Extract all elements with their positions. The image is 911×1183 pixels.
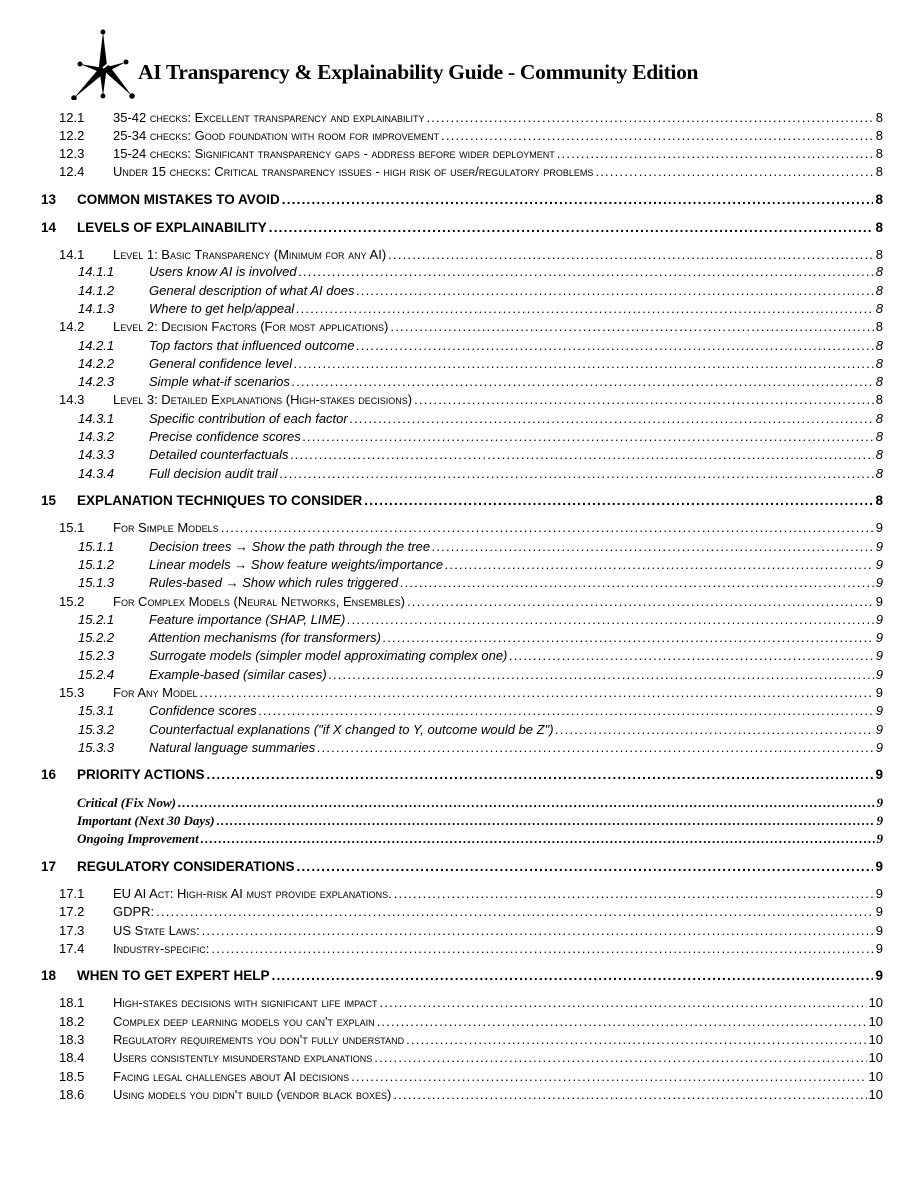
dot-leader (441, 128, 874, 144)
toc-entry-number: 15.2.3 (78, 648, 115, 663)
dot-leader (427, 110, 874, 126)
toc-entry-number: 17 (41, 859, 57, 874)
toc-entry-page[interactable]: 9 (875, 520, 883, 535)
document-title: AI Transparency & Explainability Guide - Community Edition (138, 60, 699, 84)
dot-leader (329, 667, 874, 683)
toc-entry-number: 14.3.1 (78, 411, 115, 426)
toc-entry[interactable] (0, 164, 883, 180)
toc-entry[interactable] (0, 941, 883, 957)
toc-entry-title[interactable]: Regulatory requirements you don't fully understand (113, 1032, 405, 1047)
dot-leader (557, 146, 874, 162)
toc-entry-page[interactable]: 9 (875, 941, 883, 956)
toc-entry[interactable] (0, 247, 883, 263)
document-header (68, 28, 868, 100)
toc-entry-page[interactable]: 9 (875, 703, 883, 718)
toc-entry[interactable] (0, 466, 883, 482)
dot-leader (207, 767, 874, 783)
toc-entry[interactable] (0, 1014, 883, 1030)
toc-entry-page[interactable]: 9 (875, 685, 883, 700)
toc-entry-page[interactable]: 9 (875, 594, 883, 609)
dot-leader (317, 740, 874, 756)
dot-leader (356, 283, 873, 299)
dot-leader (280, 466, 874, 482)
toc-entry-page[interactable]: 8 (875, 356, 883, 371)
dot-leader (297, 859, 874, 875)
toc-entry-number: 18.2 (59, 1014, 85, 1029)
toc-entry-title[interactable]: Users consistently misunderstand explanations (113, 1050, 373, 1065)
toc-entry-number: 18.4 (59, 1050, 85, 1065)
toc-entry-page[interactable]: 9 (875, 740, 883, 755)
toc-entry[interactable] (0, 767, 883, 783)
dot-leader (178, 795, 875, 811)
dot-leader (364, 493, 873, 509)
toc-entry-title[interactable]: Attention mechanisms (for transformers) (149, 630, 381, 645)
toc-entry-page[interactable]: 8 (875, 493, 883, 508)
toc-entry-number: 13 (41, 192, 57, 207)
toc-entry[interactable] (0, 886, 883, 902)
toc-entry-page[interactable]: 9 (875, 767, 883, 782)
toc-entry-number: 14.3.2 (78, 429, 115, 444)
dot-leader (595, 164, 873, 180)
toc-entry[interactable] (0, 1087, 883, 1103)
toc-entry[interactable] (0, 575, 883, 591)
toc-entry-number: 18.1 (59, 995, 85, 1010)
toc-entry-number: 12.3 (59, 146, 85, 161)
toc-entry-number: 15.1.1 (78, 539, 115, 554)
dot-leader (156, 904, 874, 920)
dot-leader (217, 813, 875, 829)
toc-entry-title[interactable]: Example-based (similar cases) (149, 667, 327, 682)
toc-entry[interactable] (0, 146, 883, 162)
toc-entry-title[interactable]: 35-42 checks: Excellent transparency and explainability (113, 110, 425, 125)
toc-entry-number: 14.3.3 (78, 447, 115, 462)
toc-entry-page[interactable]: 8 (875, 374, 883, 389)
toc-entry-page[interactable]: 8 (875, 164, 883, 179)
dot-leader (432, 539, 874, 555)
toc-entry-number: 17.2 (59, 904, 85, 919)
toc-entry[interactable] (0, 220, 883, 236)
toc-entry[interactable] (0, 374, 883, 390)
toc-entry-page[interactable]: 9 (875, 923, 883, 938)
toc-entry[interactable] (0, 301, 883, 317)
dot-leader (350, 411, 874, 427)
toc-entry-number: 14.1.3 (78, 301, 115, 316)
toc-entry-title[interactable]: EU AI Act: High-risk AI must provide explanations. (113, 886, 392, 901)
toc-entry-title[interactable]: Feature importance (SHAP, LIME) (149, 612, 346, 627)
toc-entry-number: 16 (41, 767, 57, 782)
toc-entry[interactable] (0, 904, 883, 920)
toc-entry-page[interactable]: 9 (875, 968, 883, 983)
toc-entry-page[interactable]: 10 (868, 995, 883, 1010)
toc-entry[interactable] (0, 557, 883, 573)
toc-entry-number: 15.3.1 (78, 703, 115, 718)
toc-entry-title[interactable]: 15-24 checks: Significant transparency gaps - address before wider deployment (113, 146, 555, 161)
toc-entry-page[interactable]: 8 (875, 146, 883, 161)
toc-entry-number: 15.1.2 (78, 557, 115, 572)
toc-entry-title[interactable]: Under 15 checks: Critical transparency issues - high risk of user/regulatory problems (113, 164, 594, 179)
toc-entry-page[interactable]: 8 (875, 301, 883, 316)
toc-entry[interactable] (0, 411, 883, 427)
dot-leader (509, 648, 873, 664)
toc-entry-title[interactable]: For Complex Models (Neural Networks, Ensembles) (113, 594, 405, 609)
toc-entry[interactable] (0, 648, 883, 664)
dot-leader (299, 264, 874, 280)
toc-entry-title[interactable]: Surrogate models (simpler model approximating complex one) (149, 648, 508, 663)
toc-entry-page[interactable]: 9 (875, 886, 883, 901)
toc-entry-page[interactable]: 8 (875, 110, 883, 125)
toc-entry-page[interactable]: 8 (875, 192, 883, 207)
toc-entry-page[interactable]: 9 (875, 575, 883, 590)
toc-entry[interactable] (0, 429, 883, 445)
toc-entry-page[interactable]: 10 (868, 1087, 883, 1102)
dot-leader (406, 1032, 866, 1048)
toc-entry-page[interactable]: 10 (868, 1050, 883, 1065)
toc-entry[interactable] (0, 338, 883, 354)
toc-entry[interactable] (0, 923, 883, 939)
toc-entry[interactable] (0, 995, 883, 1011)
dot-leader (351, 1069, 866, 1085)
toc-entry-page[interactable]: 9 (876, 795, 883, 810)
toc-entry-page[interactable]: 9 (875, 859, 883, 874)
toc-entry-page[interactable]: 8 (875, 247, 883, 262)
toc-entry-number: 15.1 (59, 520, 85, 535)
toc-entry-page[interactable]: 9 (875, 667, 883, 682)
toc-entry-title[interactable]: Important (Next 30 Days) (77, 813, 215, 828)
toc-entry[interactable] (0, 192, 883, 208)
toc-entry-title[interactable]: Natural language summaries (149, 740, 316, 755)
toc-entry-title[interactable]: Rules-based → Show which rules triggered (149, 575, 399, 590)
toc-entry-title[interactable]: Ongoing Improvement (77, 831, 199, 846)
toc-entry-page[interactable]: 8 (875, 220, 883, 235)
toc-entry-title[interactable]: Specific contribution of each factor (149, 411, 348, 426)
toc-entry-number: 18.3 (59, 1032, 85, 1047)
toc-entry-number: 17.1 (59, 886, 85, 901)
dot-leader (347, 612, 873, 628)
dot-leader (290, 447, 873, 463)
toc-entry-page[interactable]: 8 (875, 411, 883, 426)
dot-leader (303, 429, 874, 445)
toc-entry-title[interactable]: Facing legal challenges about AI decisions (113, 1069, 350, 1084)
toc-entry[interactable] (0, 447, 883, 463)
toc-entry-number: 15.3.2 (78, 722, 115, 737)
toc-entry-title[interactable]: Complex deep learning models you can't explain (113, 1014, 375, 1029)
dot-leader (393, 1087, 866, 1103)
toc-entry[interactable] (0, 831, 883, 847)
toc-entry-number: 15.3.3 (78, 740, 115, 755)
toc-entry-page[interactable]: 10 (868, 1032, 883, 1047)
toc-entry-title[interactable]: COMMON MISTAKES TO AVOID (77, 192, 280, 207)
dot-leader (211, 941, 873, 957)
toc-entry[interactable] (0, 1032, 883, 1048)
toc-entry[interactable] (0, 520, 883, 536)
toc-entry-page[interactable]: 9 (875, 904, 883, 919)
toc-entry[interactable] (0, 703, 883, 719)
toc-entry-title[interactable]: Level 2: Decision Factors (For most applications) (113, 319, 389, 334)
toc-entry[interactable] (0, 283, 883, 299)
toc-entry-page[interactable]: 9 (875, 539, 883, 554)
dot-leader (394, 886, 874, 902)
toc-entry-page[interactable]: 9 (876, 831, 883, 846)
toc-entry-page[interactable]: 9 (875, 648, 883, 663)
toc-entry-page[interactable]: 8 (875, 128, 883, 143)
toc-entry-number: 14.2.3 (78, 374, 115, 389)
toc-entry-number: 18.6 (59, 1087, 85, 1102)
toc-entry-number: 15.2.1 (78, 612, 115, 627)
toc-entry[interactable] (0, 630, 883, 646)
toc-entry[interactable] (0, 795, 883, 811)
toc-entry-page[interactable]: 8 (875, 264, 883, 279)
toc-entry-title[interactable]: Confidence scores (149, 703, 257, 718)
toc-entry-title[interactable]: Level 3: Detailed Explanations (High-stakes decisions) (113, 392, 413, 407)
toc-entry-page[interactable]: 9 (876, 813, 883, 828)
toc-entry[interactable] (0, 685, 883, 701)
toc-entry-number: 14.2.2 (78, 356, 115, 371)
dot-leader (296, 301, 873, 317)
toc-entry-page[interactable]: 8 (875, 338, 883, 353)
toc-entry-number: 17.4 (59, 941, 85, 956)
dot-leader (272, 968, 874, 984)
dot-leader (407, 594, 874, 610)
toc-entry-number: 15.3 (59, 685, 85, 700)
toc-entry-title[interactable]: Simple what-if scenarios (149, 374, 290, 389)
toc-entry-title[interactable]: For Any Model (113, 685, 198, 700)
toc-entry-title[interactable]: Detailed counterfactuals (149, 447, 289, 462)
toc-entry-title[interactable]: EXPLANATION TECHNIQUES TO CONSIDER (77, 493, 363, 508)
dot-leader (556, 722, 874, 738)
toc-entry-title[interactable]: General description of what AI does (149, 283, 355, 298)
toc-entry-number: 14.2.1 (78, 338, 115, 353)
toc-entry-number: 14.1.2 (78, 283, 115, 298)
dot-leader (269, 220, 874, 236)
toc-entry-title[interactable]: GDPR: (113, 904, 155, 919)
dot-leader (221, 520, 874, 536)
toc-entry-title[interactable]: Critical (Fix Now) (77, 795, 176, 810)
toc-entry-title[interactable]: WHEN TO GET EXPERT HELP (77, 968, 270, 983)
toc-entry-page[interactable]: 9 (875, 612, 883, 627)
toc-entry-page[interactable]: 10 (868, 1014, 883, 1029)
dot-leader (383, 630, 874, 646)
toc-entry-page[interactable]: 8 (875, 283, 883, 298)
toc-entry-title[interactable]: Counterfactual explanations ("if X changed to Y, outcome would be Z") (149, 722, 554, 737)
dot-leader (388, 247, 874, 263)
toc-entry-title[interactable]: Linear models → Show feature weights/importance (149, 557, 444, 572)
toc-entry[interactable] (0, 722, 883, 738)
toc-entry-title[interactable]: For Simple Models (113, 520, 219, 535)
dot-leader (292, 374, 874, 390)
toc-entry[interactable] (0, 1069, 883, 1085)
toc-entry-title[interactable]: Using models you didn't build (vendor black boxes) (113, 1087, 392, 1102)
dot-leader (374, 1050, 866, 1066)
toc-entry-title[interactable]: US State Laws: (113, 923, 200, 938)
toc-entry-number: 12.2 (59, 128, 85, 143)
toc-entry-number: 12.4 (59, 164, 85, 179)
toc-entry[interactable] (0, 128, 883, 144)
toc-entry[interactable] (0, 813, 883, 829)
toc-entry-page[interactable]: 9 (875, 630, 883, 645)
toc-entry-title[interactable]: Users know AI is involved (149, 264, 297, 279)
toc-entry-title[interactable]: Level 1: Basic Transparency (Minimum for any AI) (113, 247, 387, 262)
toc-entry[interactable] (0, 612, 883, 628)
toc-entry-number: 14.3 (59, 392, 85, 407)
toc-entry[interactable] (0, 1050, 883, 1066)
toc-entry-title[interactable]: Full decision audit trail (149, 466, 278, 481)
dot-leader (390, 319, 873, 335)
dot-leader (282, 192, 874, 208)
toc-entry-title[interactable]: Where to get help/appeal (149, 301, 295, 316)
dot-leader (199, 685, 873, 701)
toc-entry-title[interactable]: Industry-specific: (113, 941, 210, 956)
toc-entry-number: 15.2.2 (78, 630, 115, 645)
toc-entry-page[interactable]: 8 (875, 429, 883, 444)
toc-entry-number: 15 (41, 493, 57, 508)
toc-entry[interactable] (0, 740, 883, 756)
toc-entry-number: 14.3.4 (78, 466, 115, 481)
toc-entry-page[interactable]: 8 (875, 447, 883, 462)
toc-entry-number: 12.1 (59, 110, 85, 125)
toc-entry-title[interactable]: LEVELS OF EXPLAINABILITY (77, 220, 267, 235)
toc-entry[interactable] (0, 968, 883, 984)
toc-entry-page[interactable]: 8 (875, 319, 883, 334)
dot-leader (414, 392, 874, 408)
toc-entry-title[interactable]: General confidence level (149, 356, 293, 371)
toc-entry-title[interactable]: Precise confidence scores (149, 429, 301, 444)
toc-entry-page[interactable]: 9 (875, 557, 883, 572)
toc-entry[interactable] (0, 264, 883, 280)
toc-entry-number: 17.3 (59, 923, 85, 938)
dot-leader (400, 575, 873, 591)
dot-leader (379, 995, 866, 1011)
toc-entry[interactable] (0, 859, 883, 875)
toc-entry[interactable] (0, 493, 883, 509)
toc-entry-title[interactable]: High-stakes decisions with significant life impact (113, 995, 378, 1010)
toc-entry-number: 18.5 (59, 1069, 85, 1084)
dot-leader (259, 703, 874, 719)
toc-entry-title[interactable]: Decision trees → Show the path through the tree (149, 539, 431, 554)
toc-entry-number: 18 (41, 968, 57, 983)
dot-leader (356, 338, 873, 354)
toc-entry[interactable] (0, 356, 883, 372)
dot-leader (201, 831, 875, 847)
dot-leader (445, 557, 874, 573)
toc-entry-title[interactable]: PRIORITY ACTIONS (77, 767, 205, 782)
toc-entry[interactable] (0, 392, 883, 408)
toc-entry-number: 15.2 (59, 594, 85, 609)
dot-leader (294, 356, 874, 372)
toc-entry-number: 14.2 (59, 319, 85, 334)
toc-entry[interactable] (0, 319, 883, 335)
toc-entry-page[interactable]: 8 (875, 466, 883, 481)
toc-entry[interactable] (0, 539, 883, 555)
dot-leader (377, 1014, 867, 1030)
toc-entry-title[interactable]: 25-34 checks: Good foundation with room for improvement (113, 128, 440, 143)
toc-entry-number: 15.2.4 (78, 667, 115, 682)
toc-entry-page[interactable]: 10 (868, 1069, 883, 1084)
dot-leader (202, 923, 874, 939)
toc-entry-number: 14.1.1 (78, 264, 115, 279)
toc-entry[interactable] (0, 667, 883, 683)
toc-entry-number: 14 (41, 220, 57, 235)
toc-entry-page[interactable]: 8 (875, 392, 883, 407)
toc-entry-page[interactable]: 9 (875, 722, 883, 737)
toc-entry-number: 15.1.3 (78, 575, 115, 590)
toc-entry[interactable] (0, 110, 883, 126)
compass-star-icon (68, 28, 138, 100)
toc-entry-title[interactable]: Top factors that influenced outcome (149, 338, 355, 353)
toc-entry-number: 14.1 (59, 247, 85, 262)
toc-entry[interactable] (0, 594, 883, 610)
toc-entry-title[interactable]: REGULATORY CONSIDERATIONS (77, 859, 295, 874)
